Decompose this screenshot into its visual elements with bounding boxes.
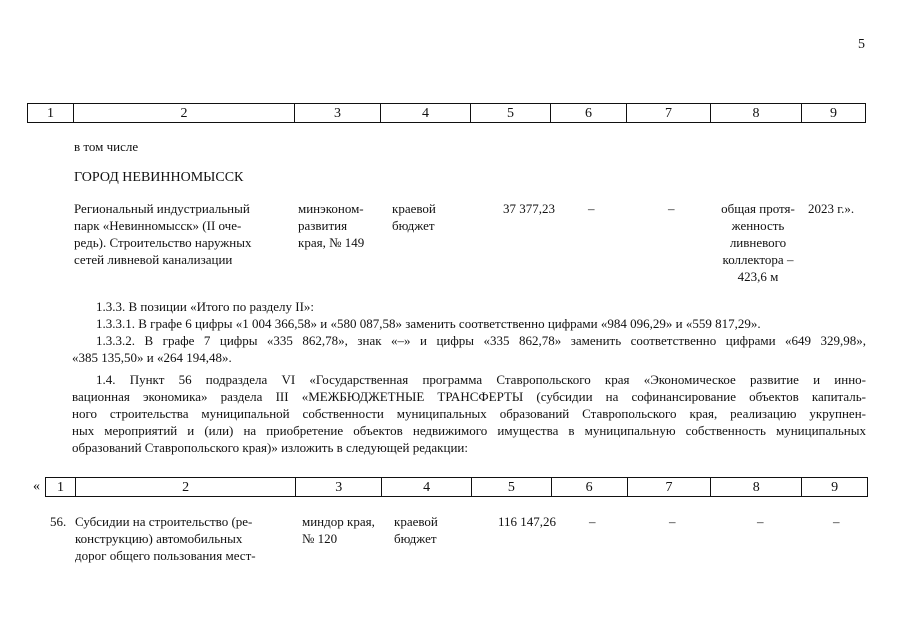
object-name-line: Региональный индустриальный [74, 201, 250, 216]
budget-line: бюджет [392, 218, 435, 233]
including-label: в том числе [74, 139, 139, 154]
object-name-line: дорог общего пользования мест- [75, 548, 256, 563]
authority [302, 513, 392, 547]
header-col-2: 2 [76, 478, 296, 496]
col8-text [712, 200, 804, 285]
object-name [74, 200, 290, 268]
page-number: 5 [858, 37, 865, 52]
header-col-6: 6 [551, 104, 627, 122]
header-col-9: 9 [831, 479, 839, 495]
col8-line: общая протя- [721, 201, 795, 216]
header-col-6: 6 [552, 478, 628, 496]
header-col-8: 8 [711, 478, 802, 496]
header-col-4: 4 [381, 104, 471, 122]
col9-value: – [833, 514, 840, 529]
header-col-8: 8 [711, 104, 802, 122]
col7-value: – [668, 201, 675, 216]
col8-line: ливневого [729, 235, 787, 250]
authority [298, 200, 388, 251]
budget-line: бюджет [394, 531, 437, 546]
object-name-line: сетей ливневой канализации [74, 252, 233, 267]
header-col-1: 1 [46, 478, 76, 496]
col6-value: – [589, 514, 596, 529]
budget-line: краевой [392, 201, 436, 216]
paragraph-1-3-3-2-line: «385 135,50» и «264 194,48». [72, 350, 232, 365]
item-number: 56. [50, 514, 67, 529]
paragraph-1-4-line: образований Ставропольского края)» изложить в следующей редакции: [72, 440, 468, 455]
col8-line: женность [731, 218, 785, 233]
object-name [75, 513, 290, 564]
object-name-line: парк «Невинномысск» (II оче- [74, 218, 242, 233]
authority-line: края, № 149 [298, 235, 365, 250]
header-col-1: 1 [28, 104, 74, 122]
paragraph-1-3-3-2-line: 1.3.3.2. В графе 7 цифры «335 862,78», знак «–» и цифры «335 862,78» заменить соответственно цифрами «649 329,98», [96, 333, 866, 348]
object-name-line: конструкцию) автомобильных [75, 531, 243, 546]
authority-line: № 120 [302, 531, 338, 546]
col6-value: – [588, 201, 595, 216]
authority-line: минэконом- [298, 201, 364, 216]
budget [394, 513, 474, 547]
paragraph-1-4-line: ного строительства муниципальной собственности муниципальных образований Ставропольского края, реализацию укрупнен- [72, 406, 866, 421]
amount: 116 147,26 [497, 514, 556, 529]
header-col-9: 9 [830, 105, 837, 121]
col8-value: – [757, 514, 764, 529]
paragraph-1-4-line: вационная экономика» раздела III «МЕЖБЮДЖЕТНЫЕ ТРАНСФЕРТЫ (субсидии на софинансирование объектов капиталь- [72, 389, 866, 404]
header-col-7: 7 [627, 104, 711, 122]
object-name-line: Субсидии на строительство (ре- [75, 514, 253, 529]
col8-line: коллектора – [722, 252, 794, 267]
object-name-line: редь). Строительство наружных [74, 235, 252, 250]
city-heading: ГОРОД НЕВИННОМЫССК [74, 170, 244, 185]
paragraph-1-3-3: 1.3.3. В позиции «Итого по разделу II»: [96, 299, 315, 314]
authority-line: миндор края, [302, 514, 375, 529]
col8-line: 423,6 м [737, 269, 779, 284]
budget-line: краевой [394, 514, 438, 529]
table-header-row-1 [27, 103, 866, 123]
open-quote: « [33, 479, 40, 494]
header-col-3: 3 [296, 478, 382, 496]
authority-line: развития [298, 218, 348, 233]
paragraph-1-3-3-1: 1.3.3.1. В графе 6 цифры «1 004 366,58» и «580 087,58» заменить соответственно цифрами «984 096,29» и «559 817,29». [96, 316, 761, 331]
header-col-2: 2 [74, 104, 295, 122]
paragraph-1-4-line: ных мероприятий и (или) на приобретение объектов недвижимого имущества в муниципальную собственность муниципальных [72, 423, 866, 438]
amount: 37 377,23 [503, 201, 555, 216]
col9-value: 2023 г.». [808, 201, 855, 216]
paragraph-1-4-line: 1.4. Пункт 56 подраздела VI «Государственная программа Ставропольского края «Экономическое развитие и инно- [96, 372, 866, 387]
header-col-3: 3 [295, 104, 381, 122]
header-col-4: 4 [382, 478, 472, 496]
budget [392, 200, 472, 234]
header-col-5: 5 [471, 104, 551, 122]
table-header-row-2 [45, 477, 868, 497]
header-col-5: 5 [472, 478, 552, 496]
col7-value: – [669, 514, 676, 529]
header-col-7: 7 [628, 478, 712, 496]
